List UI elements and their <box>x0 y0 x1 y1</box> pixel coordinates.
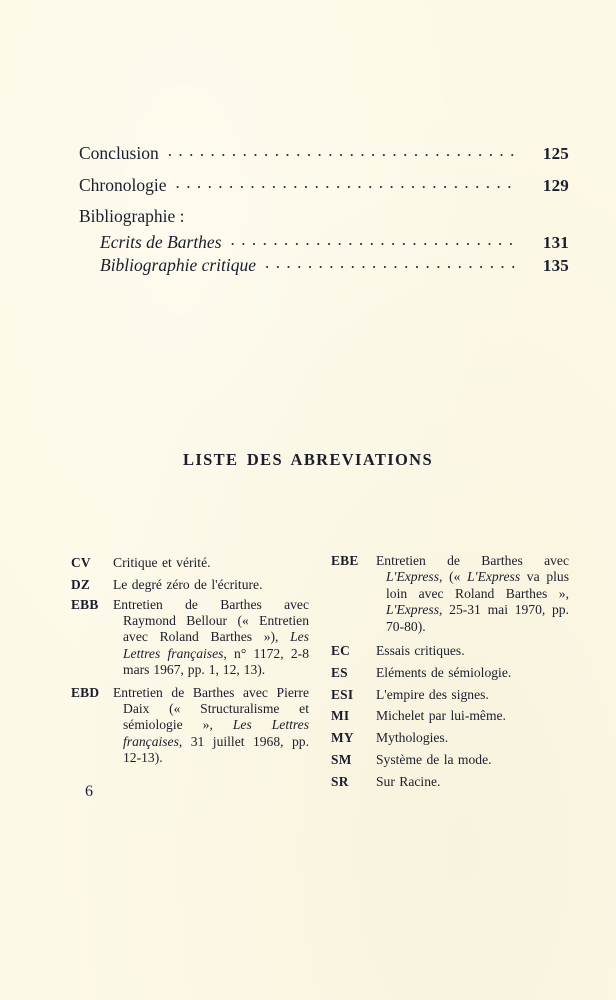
abbreviation-definition: Système de la mode. <box>376 752 492 768</box>
definition-text: Entretien de Barthes avec <box>376 553 569 568</box>
toc-entry <box>79 138 569 170</box>
italic-title: L'Express <box>386 602 440 618</box>
abbreviation-definition: Critique et vérité. <box>113 555 211 570</box>
definition-text: , n° 1172, 2-8 mars 1967, pp. 1, 12, 13). <box>123 645 310 678</box>
abbreviation-key: EBB <box>71 596 99 612</box>
abbreviation-definition: Le degré zéro de l'écriture. <box>113 576 263 592</box>
toc-entry-page: 131 <box>542 233 569 252</box>
definition-text: , 31 juillet 1968, pp. 12-13). <box>123 733 309 766</box>
definition-text: Entretien de Barthes avec Pierre Daix (« Structuralisme et sémiologie », <box>113 684 309 733</box>
abbreviation-definition <box>376 553 569 635</box>
abbreviation-entry <box>331 685 569 706</box>
abbreviation-key: DZ <box>71 576 91 592</box>
abbreviation-definition: Sur Racine. <box>376 773 441 789</box>
abbreviation-entry <box>71 575 309 596</box>
italic-title: L'Express <box>467 569 521 585</box>
definition-text: Entretien de Barthes avec Raymond Bellour (« Entretien avec Roland Barthes »), <box>113 596 309 645</box>
toc-entry-page: 129 <box>542 175 569 195</box>
definition-text: , (« <box>439 569 468 585</box>
toc-entry <box>79 170 569 202</box>
toc-dot-leader <box>231 228 518 251</box>
abbreviation-entry <box>331 553 569 635</box>
abbreviation-definition: Michelet par lui-même. <box>376 708 506 724</box>
abbreviation-key: EC <box>331 643 351 659</box>
abbreviation-entry <box>71 553 309 574</box>
abbreviation-entry <box>71 597 309 679</box>
toc-entry-label: Ecrits de Barthes <box>100 232 222 252</box>
abbreviation-key: MY <box>331 730 354 746</box>
definition-text: , 25-31 mai 1970, pp. 70-80). <box>386 602 569 634</box>
page-folio-value: 6 <box>85 783 93 800</box>
toc-entry <box>79 201 569 231</box>
abbreviation-entry <box>331 728 569 749</box>
abbreviation-entry <box>331 750 569 771</box>
table-of-contents <box>79 138 569 277</box>
italic-title: Les Lettres françaises <box>123 629 309 661</box>
abbreviation-definition: L'empire des signes. <box>376 686 489 702</box>
abbreviation-key: SM <box>331 752 352 768</box>
abbreviation-key: EBD <box>71 684 100 700</box>
toc-dot-leader <box>176 167 519 199</box>
toc-entry-page: 125 <box>542 144 569 163</box>
page-folio <box>85 783 93 801</box>
abbreviation-key: MI <box>331 708 350 724</box>
abbreviation-definition: Mythologies. <box>376 730 449 746</box>
toc-entry-label: Bibliographie : <box>79 206 185 226</box>
abbreviation-entry <box>331 663 569 684</box>
abbreviation-entry <box>71 685 309 767</box>
toc-entry <box>79 254 569 277</box>
toc-entry-label: Chronologie <box>79 174 167 195</box>
abbreviation-entry <box>331 706 569 727</box>
abbreviations-column-left <box>71 553 309 773</box>
abbreviation-definition: Essais critiques. <box>376 643 465 659</box>
abbreviation-definition <box>113 597 309 679</box>
abbreviations-column-right <box>331 553 569 794</box>
abbreviation-key: ES <box>331 664 348 680</box>
abbreviation-key: SR <box>331 773 349 789</box>
abbreviation-entry <box>331 641 569 662</box>
abbreviations-heading: LISTE DES ABREVIATIONS <box>183 450 433 469</box>
toc-entry-page: 135 <box>542 256 569 275</box>
toc-dot-leader <box>168 135 518 167</box>
abbreviation-definition <box>113 685 309 767</box>
toc-dot-leader <box>265 251 518 274</box>
italic-title: Les Lettres françaises <box>123 717 309 749</box>
abbreviation-definition: Eléments de sémiologie. <box>376 664 512 680</box>
toc-entry-label: Bibliographie critique <box>100 255 257 275</box>
definition-text: va plus loin avec Roland Barthes », <box>386 569 569 601</box>
italic-title: L'Express <box>386 569 440 585</box>
abbreviation-key: CV <box>71 555 91 570</box>
abbreviation-entry <box>331 772 569 793</box>
abbreviation-key: ESI <box>331 686 354 702</box>
abbreviation-key: EBE <box>331 553 359 568</box>
toc-entry-label: Conclusion <box>79 143 159 163</box>
